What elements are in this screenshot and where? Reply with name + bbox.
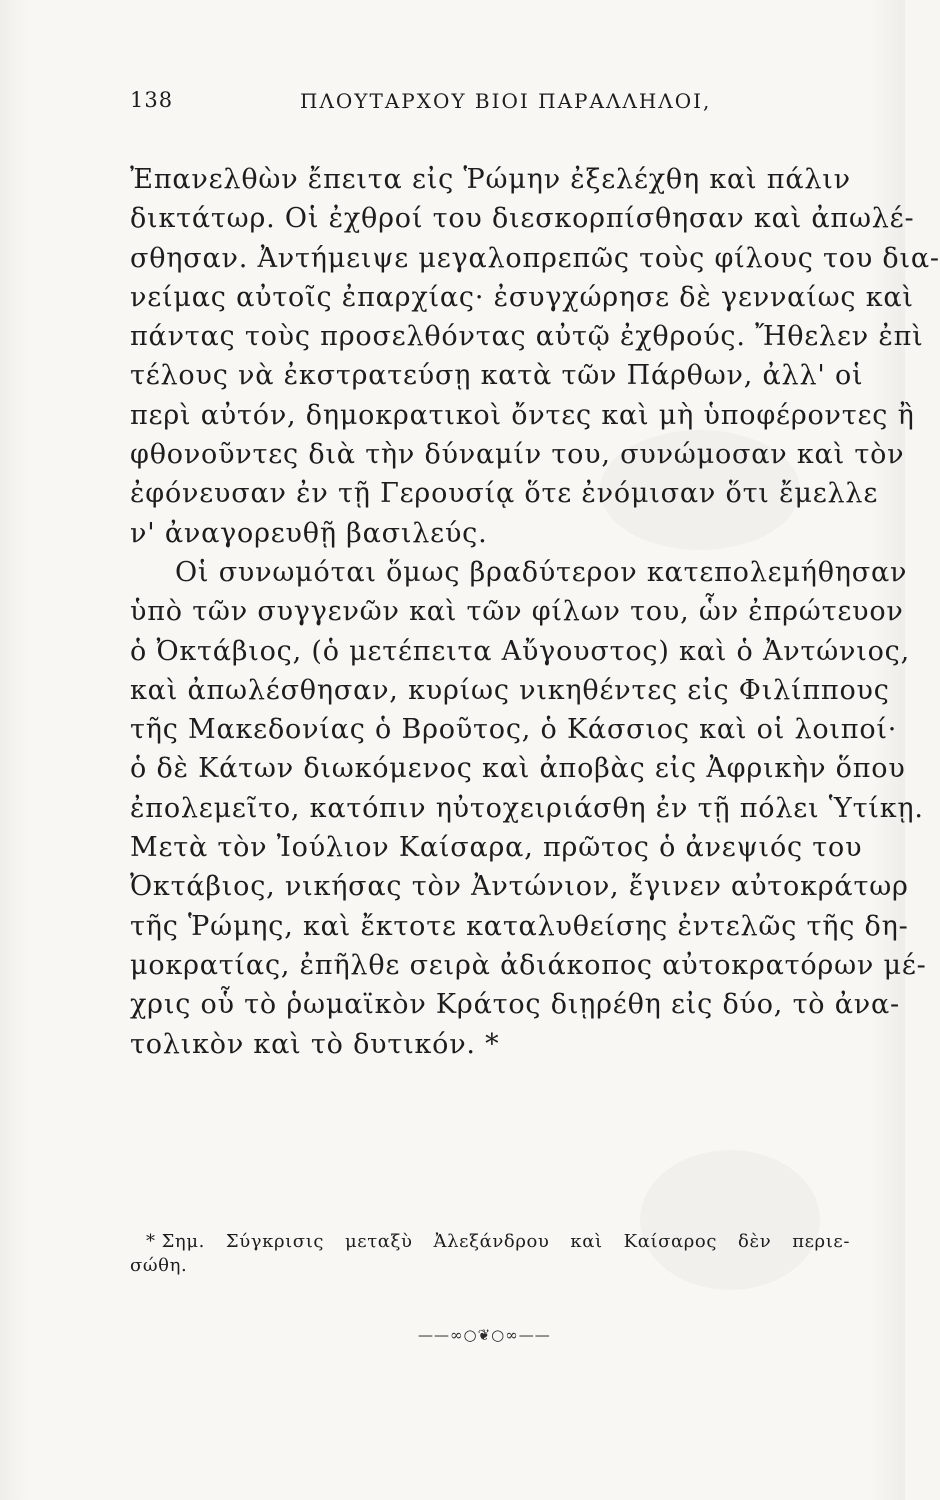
text-line: καὶ ἀπωλέσθησαν, κυρίως νικηθέντες εἰς Φιλίππους <box>130 674 890 706</box>
end-ornament: ——∞○❦○∞—— <box>418 1326 551 1344</box>
text-line: δικτάτωρ. Οἱ ἐχθροί του διεσκορπίσθησαν καὶ ἀπωλέ- <box>130 203 915 235</box>
running-header <box>130 88 850 118</box>
text-line: Ἐπανελθὼν ἔπειτα εἰς Ῥώμην ἐξελέχθη καὶ πάλιν <box>130 164 851 195</box>
text-line: ὁ Ὀκτάβιος, (ὁ μετέπειτα Αὔγουστος) καὶ ὁ Ἀντώνιος, <box>130 635 910 667</box>
footnote-line <box>130 1230 850 1254</box>
text-line: τῆς Μακεδονίας ὁ Βροῦτος, ὁ Κάσσιος καὶ οἱ λοιποί· <box>130 714 898 746</box>
text-line: ὁ δὲ Κάτων διωκόμενος καὶ ἀποβὰς εἰς Ἀφρικὴν ὅπου <box>130 753 906 785</box>
text-line: τῆς Ῥώμης, καὶ ἔκτοτε καταλυθείσης ἐντελῶς τῆς δη- <box>130 910 909 942</box>
text-line: περὶ αὐτόν, δημοκρατικοὶ ὄντες καὶ μὴ ὑποφέροντες ἢ <box>130 399 915 431</box>
text-line: ἐπολεμεῖτο, κατόπιν ηὐτοχειριάσθη ἐν τῇ πόλει Ὑτίκῃ. <box>130 792 924 824</box>
text-line: ν' ἀναγορευθῇ βασιλεύς. <box>130 517 488 549</box>
text-line: μοκρατίας, ἐπῆλθε σειρὰ ἀδιάκοπος αὐτοκρατόρων μέ- <box>130 949 927 981</box>
text-line: σθησαν. Ἀντήμειψε μεγαλοπρεπῶς τοὺς φίλους του δια- <box>130 242 940 274</box>
footnote-marker: * <box>146 1231 156 1252</box>
text-line: πάντας τοὺς προσελθόντας αὐτῷ ἐχθρούς. Ἤθελεν ἐπὶ <box>130 321 924 353</box>
footnote-line: σώθη. <box>130 1255 188 1276</box>
text-line: τέλους νὰ ἐκστρατεύσῃ κατὰ τῶν Πάρθων, ἀλλ' οἱ <box>130 360 864 392</box>
text-line: χρις οὗ τὸ ῥωμαϊκὸν Κράτος διῃρέθη εἰς δύο, τὸ ἀνα- <box>130 989 900 1021</box>
text-line: φθονοῦντες διὰ τὴν δύναμίν του, συνώμοσαν καὶ τὸν <box>130 439 905 471</box>
text-line: ὑπὸ τῶν συγγενῶν καὶ τῶν φίλων του, ὧν ἐπρώτευον <box>130 596 904 628</box>
text-line: ἐφόνευσαν ἐν τῇ Γερουσίᾳ ὅτε ἐνόμισαν ὅτι ἔμελλε <box>130 478 879 510</box>
running-title: ΠΛΟΥΤΑΡΧΟΥ ΒΙΟΙ ΠΑΡΑΛΛΗΛΟΙ, <box>300 89 712 113</box>
body-text <box>130 160 940 1064</box>
text-line: νείμας αὐτοῖς ἐπαρχίας· ἐσυγχώρησε δὲ γενναίως καὶ <box>130 281 914 313</box>
text-line: Μετὰ τὸν Ἰούλιον Καίσαρα, πρῶτος ὁ ἀνεψιός του <box>130 832 863 864</box>
text-line: Ὀκτάβιος, νικήσας τὸν Ἀντώνιον, ἔγινεν αὐτοκράτωρ <box>130 871 909 903</box>
page-number: 138 <box>130 88 174 112</box>
text-line: τολικὸν καὶ τὸ δυτικόν. * <box>130 1028 500 1060</box>
paragraph-start-line: Οἱ συνωμόται ὅμως βραδύτερον κατεπολεμήθησαν <box>175 556 908 588</box>
footnote-text: Σημ. Σύγκρισις μεταξὺ Ἀλεξάνδρου καὶ Καίσαρος δὲν περιε- <box>161 1231 850 1252</box>
footnote <box>130 1230 850 1278</box>
